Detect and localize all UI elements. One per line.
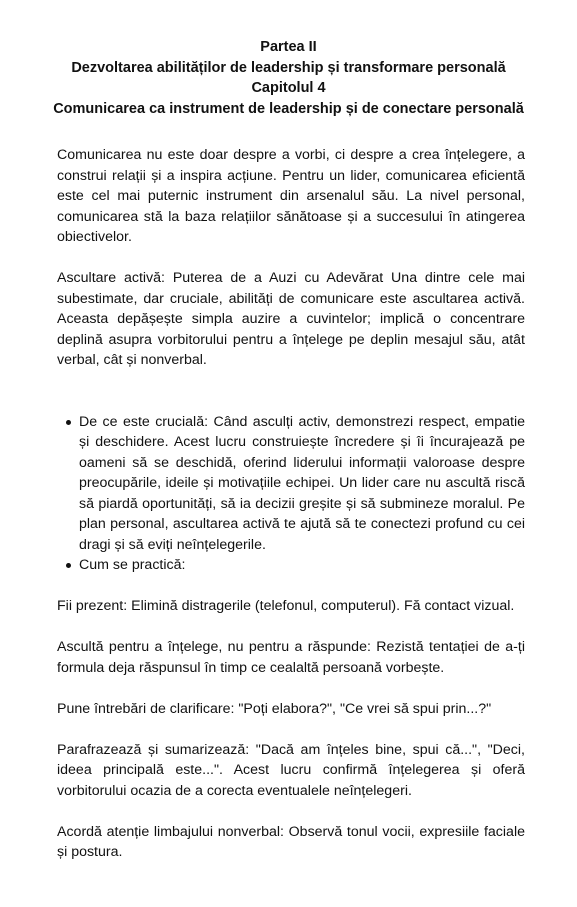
section-header [20,37,557,119]
bullet-list [57,412,525,576]
active-listening-paragraph: Ascultare activă: Puterea de a Auzi cu Adevărat Una dintre cele mai subestimate, dar cruciale, abilități de comunicare este ascultarea activă. Aceasta depășește simpla auzire a cuvintelor; implică o concentrare deplină asupra vorbitorului pentru a înțelege pe deplin mesajul său, atât verbal, cât și nonverbal. [57,270,525,368]
document-body [57,145,525,863]
practice-paragraph: Parafrazează și sumarizează: "Dacă am înțeles bine, spui că...", "Deci, ideea principală este...". Acest lucru confirmă înțelegerea și oferă vorbitorului ocazia de a corecta eventualele neînțelegeri. [57,741,525,799]
chapter-title: Comunicarea ca instrument de leadership și de conectare personală [53,100,524,117]
practice-paragraph: Ascultă pentru a înțelege, nu pentru a răspunde: Rezistă tentației de a-ți formula deja răspunsul în timp ce cealaltă persoană vorbește. [57,639,525,676]
list-item: De ce este crucială: Când asculți activ, demonstrezi respect, empatie și deschidere. Acest lucru construiește încredere și îi încurajează pe oameni să se deschidă, oferind liderului informații valoroase despre preocupările, ideile și motivațiile echipei. Un lider care nu ascultă riscă să piardă oportunități, să ia decizii greșite și să submineze moralul. Pe plan personal, ascultarea activă te ajută să te conectezi profund cu cei dragi și să eviți neînțelegerile. [57,412,525,556]
chapter-heading: Capitolul 4 [251,80,326,96]
practice-paragraph: Pune întrebări de clarificare: "Poți elabora?", "Ce vrei să spui prin...?" [57,700,492,717]
part-title: Dezvoltarea abilităților de leadership și transformare personală [71,59,506,76]
list-item: Cum se practică: [57,555,525,576]
intro-paragraph: Comunicarea nu este doar despre a vorbi, ci despre a crea înțelegere, a construi relații și a inspira acțiune. Pentru un lider, comunicarea eficientă este cel mai puternic instrument din arsenalul său. La nivel personal, comunicarea stă la baza relațiilor sănătoase și a succesului în atingerea obiectivelor. [57,147,525,245]
practice-paragraph: Fii prezent: Elimină distragerile (telefonul, computerul). Fă contact vizual. [57,598,515,614]
part-heading: Partea II [260,39,317,55]
practice-paragraph: Acordă atenție limbajului nonverbal: Observă tonul vocii, expresiile faciale și postura. [57,823,525,860]
